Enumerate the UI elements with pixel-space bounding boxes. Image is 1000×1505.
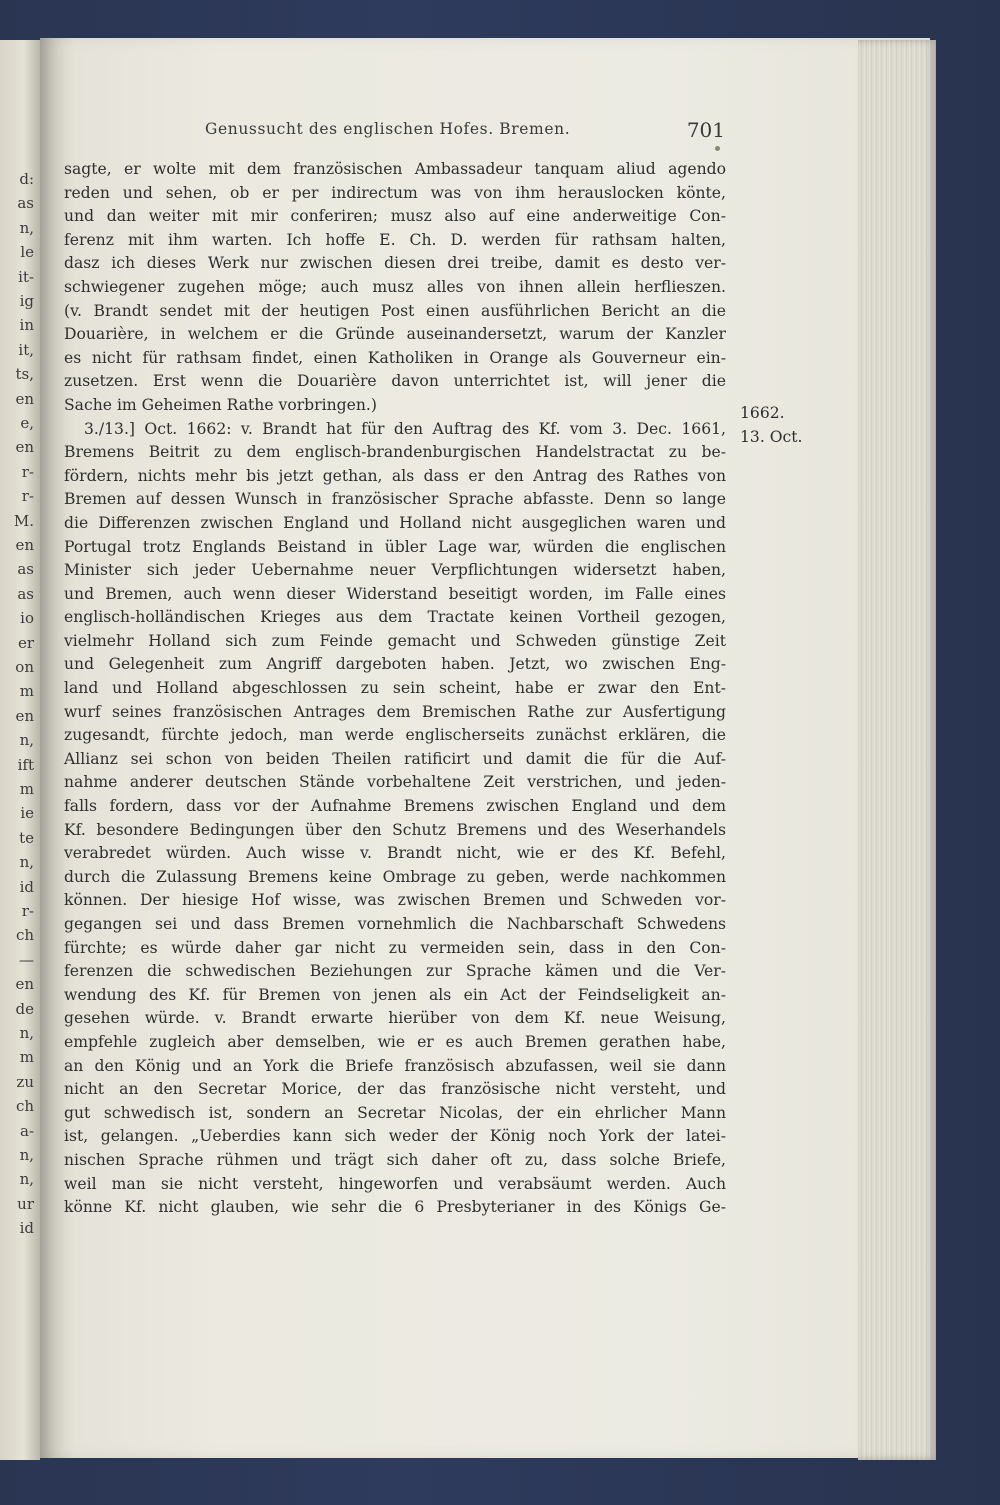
text-line: Sache im Geheimen Rathe vorbringen.) bbox=[64, 395, 377, 414]
left-page-fragment: ch bbox=[15, 926, 34, 945]
left-page-fragment: m bbox=[19, 1048, 34, 1067]
text-line: nahme anderer deutschen Stände vorbehaltene Zeit verstrichen, und jeden- bbox=[64, 773, 726, 792]
left-page-fragment: id bbox=[19, 1219, 34, 1238]
left-page-fragment: r- bbox=[21, 902, 34, 920]
text-line: können. Der hiesige Hof wisse, was zwischen Bremen und Schweden vor- bbox=[64, 891, 726, 910]
left-page-fragment: it, bbox=[18, 340, 34, 359]
text-line: 3./13.] Oct. 1662: v. Brandt hat für den Auftrag des Kf. vom 3. Dec. 1661, bbox=[84, 419, 726, 438]
left-page-fragment: le bbox=[20, 243, 34, 262]
text-line: könne Kf. nicht glauben, wie sehr die 6 Presbyterianer in des Königs Ge- bbox=[64, 1198, 726, 1217]
left-page-fragment: en bbox=[15, 975, 34, 994]
text-line: Kf. besondere Bedingungen über den Schutz Bremens und des Weserhandels bbox=[64, 820, 726, 839]
text-line: weil man sie nicht versteht, hingeworfen und verabsäumt werden. Auch bbox=[64, 1174, 726, 1193]
text-line: schwiegener zugehen möge; auch musz alles von ihnen allein herflieszen. bbox=[64, 277, 726, 296]
text-line: dasz ich dieses Werk nur zwischen diesen drei treibe, damit es desto ver- bbox=[64, 254, 726, 273]
text-line: gut schwedisch ist, sondern an Secretar Nicolas, der ein ehrlicher Mann bbox=[64, 1103, 726, 1122]
left-page-fragment: n, bbox=[19, 1170, 34, 1189]
left-page-fragment: ts, bbox=[15, 365, 34, 384]
left-page-fragment: d: bbox=[19, 170, 34, 188]
text-line: (v. Brandt sendet mit der heutigen Post einen ausführlichen Bericht an die bbox=[64, 301, 726, 320]
text-line: Bremen auf dessen Wunsch in französischer Sprache abfasste. Denn so lange bbox=[64, 490, 726, 509]
text-line: Allianz sei schon von beiden Theilen ratificirt und damit die für die Auf- bbox=[64, 749, 726, 768]
text-line: an den König und an York die Briefe französisch abzufassen, weil sie dann bbox=[64, 1056, 726, 1075]
text-line: und Bremen, auch wenn dieser Widerstand beseitigt worden, im Falle eines bbox=[64, 584, 726, 603]
left-page-fragment: n, bbox=[19, 1024, 34, 1042]
text-line: verabredet würden. Auch wisse v. Brandt nicht, wie er des Kf. Befehl, bbox=[64, 844, 726, 863]
left-page-fragment: en bbox=[15, 438, 34, 457]
left-page-fragment: en bbox=[15, 706, 34, 725]
text-line: falls fordern, dass vor der Aufnahme Bremens zwischen England und dem bbox=[64, 797, 726, 816]
left-page-fragment: ur bbox=[17, 1194, 34, 1213]
left-page-fragment: er bbox=[17, 633, 34, 652]
left-page-fragment: — bbox=[19, 950, 34, 969]
text-line: die Differenzen zwischen England und Holland nicht ausgeglichen waren und bbox=[64, 513, 726, 532]
left-page-fragment: de bbox=[15, 999, 34, 1018]
text-line: wurf seines französischen Antrages dem Bremischen Rathe zur Ausfertigung bbox=[64, 702, 726, 721]
left-page-fragment: as bbox=[17, 194, 34, 213]
left-page-fragment: a- bbox=[19, 1121, 34, 1140]
text-line: empfehle zugleich aber demselben, wie er es auch Bremen gerathen habe, bbox=[64, 1032, 726, 1051]
text-line: Portugal trotz Englands Beistand in übler Lage war, würden die englischen bbox=[64, 537, 726, 556]
left-page-fragment: as bbox=[17, 560, 34, 579]
margin-note-year: 1662. bbox=[740, 404, 785, 422]
left-page-fragment: r- bbox=[21, 487, 34, 506]
text-line: und Gelegenheit zum Angriff dargeboten haben. Jetzt, wo zwischen Eng- bbox=[64, 655, 726, 674]
left-page-fragment: it- bbox=[18, 267, 34, 286]
text-line: zugesandt, fürchte jedoch, man werde englischerseits zunächst erklären, die bbox=[64, 726, 726, 745]
text-line: sagte, er wolte mit dem französischen Ambassadeur tanquam aliud agendo bbox=[64, 160, 726, 178]
left-page-fragment: n, bbox=[19, 218, 34, 237]
previous-page-edge bbox=[0, 40, 40, 1460]
left-page-fragment: e, bbox=[20, 414, 34, 432]
left-page-fragment: m bbox=[19, 780, 34, 798]
left-page-fragment: as bbox=[17, 584, 34, 603]
text-line: es nicht für rathsam findet, einen Katholiken in Orange als Gouverneur ein- bbox=[64, 348, 726, 367]
page-number: 701 bbox=[686, 118, 725, 142]
left-page-fragment: ie bbox=[20, 804, 34, 823]
text-line: Bremens Beitrit zu dem englisch-brandenburgischen Handelstractat zu be- bbox=[64, 443, 726, 462]
text-line: gegangen sei und dass Bremen vornehmlich die Nachbarschaft Schwedens bbox=[64, 915, 726, 933]
left-page-fragment: zu bbox=[16, 1072, 34, 1091]
text-line: ist, gelangen. „Ueberdies kann sich weder der König noch York der latei- bbox=[64, 1127, 726, 1146]
text-line: wendung des Kf. für Bremen von jenen als ein Act der Feindseligkeit an- bbox=[64, 985, 726, 1004]
left-page-fragment: ig bbox=[19, 292, 34, 310]
running-header bbox=[205, 118, 725, 148]
text-line: gesehen würde. v. Brandt erwarte hierüber von dem Kf. neue Weisung, bbox=[64, 1009, 726, 1028]
ink-speck bbox=[715, 146, 720, 151]
margin-note-date: 13. Oct. bbox=[740, 428, 803, 446]
left-page-fragment: ift bbox=[17, 755, 34, 774]
left-page-fragment: en bbox=[15, 536, 34, 554]
text-line: englisch-holländischen Krieges aus dem Tractate keinen Vortheil gezogen, bbox=[64, 608, 726, 627]
text-line: Minister sich jeder Uebernahme neuer Verpflichtungen widersetzt haben, bbox=[64, 561, 726, 580]
left-page-fragment: in bbox=[19, 316, 34, 335]
left-page-fragment: m bbox=[19, 682, 34, 701]
text-line: land und Holland abgeschlossen zu sein scheint, habe er zwar den Ent- bbox=[64, 679, 726, 698]
text-line: nicht an den Secretar Morice, der das französische nicht versteht, und bbox=[64, 1080, 726, 1099]
text-line: reden und sehen, ob er per indirectum was von ihm herauslocken könte, bbox=[64, 183, 726, 202]
text-line: ferenz mit ihm warten. Ich hoffe E. Ch. D. werden für rathsam halten, bbox=[64, 230, 726, 249]
left-page-fragment: r- bbox=[21, 462, 34, 481]
left-page-fragment: M. bbox=[13, 511, 34, 530]
page-edges bbox=[858, 40, 936, 1460]
left-page-fragment: on bbox=[15, 658, 34, 676]
left-page-fragment: ch bbox=[15, 1097, 34, 1116]
left-page-fragment: id bbox=[19, 877, 34, 896]
left-page-fragment: n, bbox=[19, 1146, 34, 1164]
text-line: nischen Sprache rühmen und trägt sich daher oft zu, dass solche Briefe, bbox=[64, 1150, 726, 1169]
text-line: vielmehr Holland sich zum Feinde gemacht und Schweden günstige Zeit bbox=[64, 631, 726, 650]
text-line: Douarière, in welchem er die Gründe auseinandersetzt, warum der Kanzler bbox=[64, 325, 726, 344]
text-line: durch die Zulassung Bremens keine Ombrage zu geben, werde nachkommen bbox=[64, 867, 726, 886]
left-page-fragment: n, bbox=[19, 731, 34, 750]
running-title: Genussucht des englischen Hofes. Bremen. bbox=[205, 120, 571, 138]
text-line: fürchte; es würde daher gar nicht zu vermeiden sein, dass in den Con- bbox=[64, 938, 726, 957]
text-line: fördern, nichts mehr bis jetzt gethan, als dass er den Antrag des Rathes von bbox=[64, 466, 726, 485]
left-page-fragment: en bbox=[15, 389, 34, 408]
left-page-fragment: te bbox=[19, 828, 34, 847]
left-page-fragment: n, bbox=[19, 853, 34, 872]
body-text bbox=[64, 158, 726, 1220]
text-line: ferenzen die schwedischen Beziehungen zur Sprache kämen und die Ver- bbox=[64, 962, 726, 981]
left-page-fragment: io bbox=[20, 609, 34, 628]
text-line: zusetzen. Erst wenn die Douarière davon unterrichtet ist, will jener die bbox=[64, 372, 726, 391]
text-line: und dan weiter mit mir conferiren; musz also auf eine anderweitige Con- bbox=[64, 207, 726, 226]
